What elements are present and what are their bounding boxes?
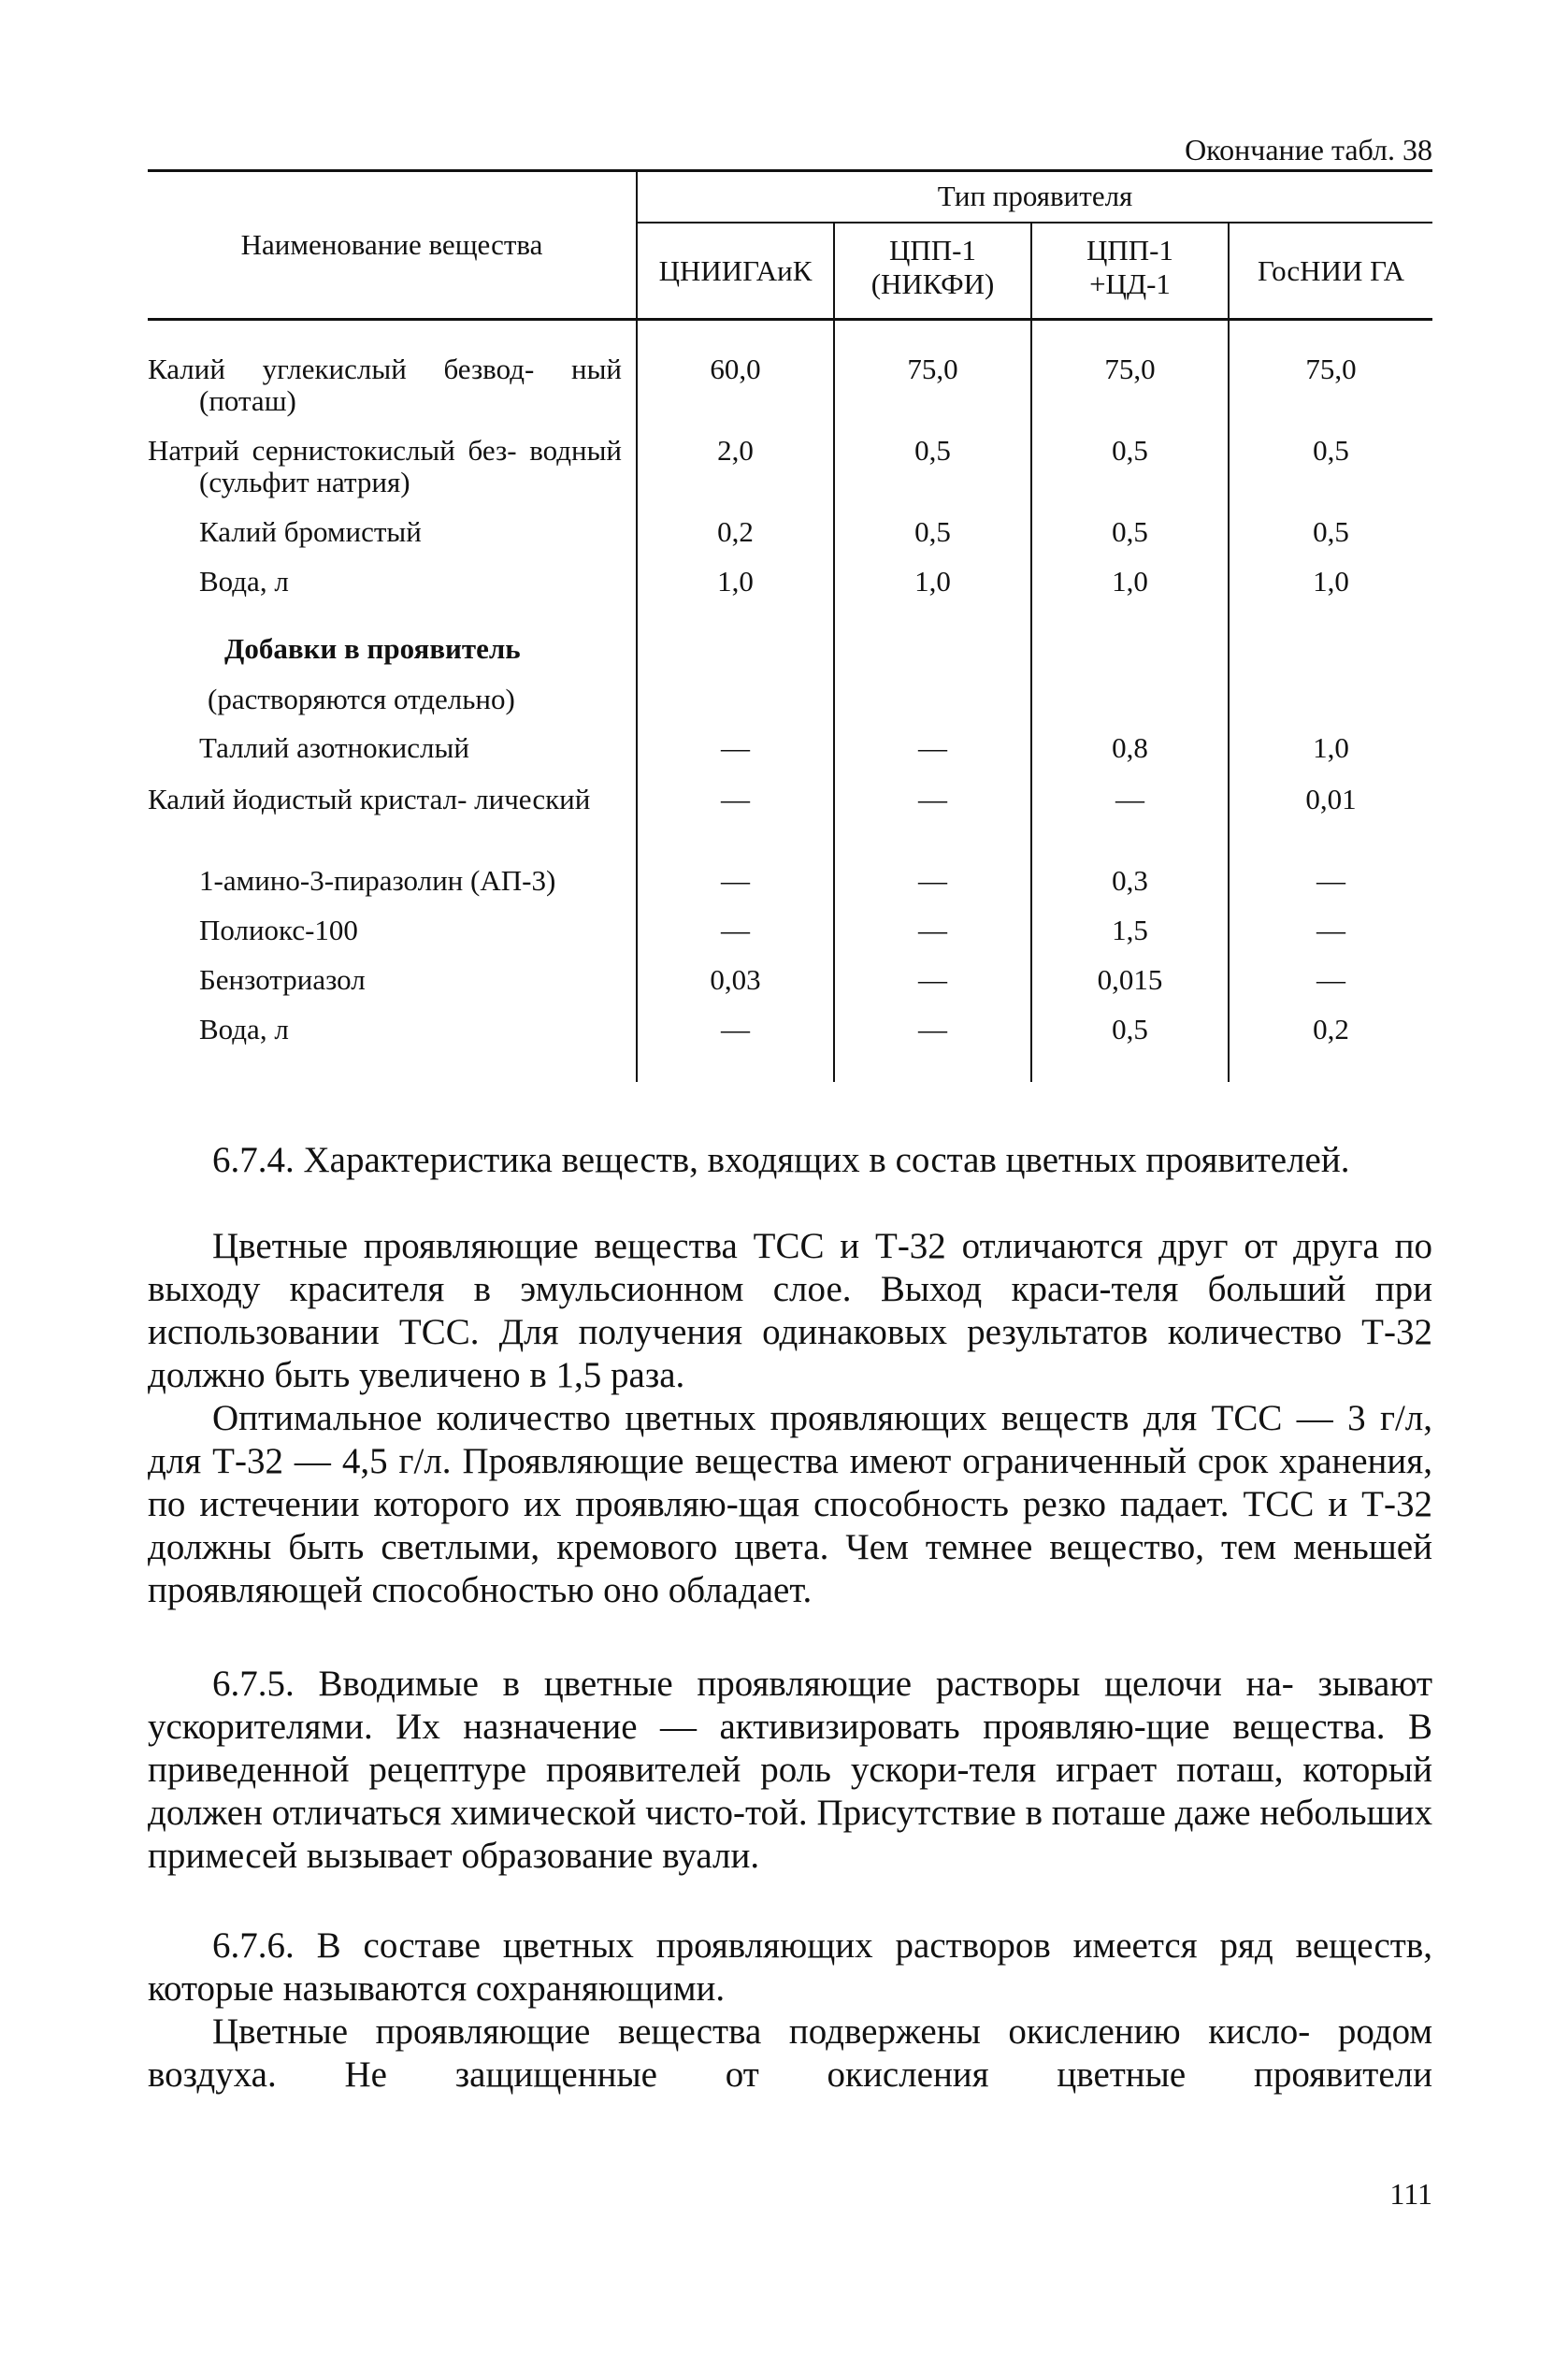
- value-cell: 1,0: [1313, 565, 1349, 598]
- paragraph: 6.7.5. Вводимые в цветные проявляющие растворы щелочи на- зывают ускорителями. Их назначение — активизировать проявляю-щие вещества. В приведенной рецептуре проявителей роль ускори-теля играет поташ, который должен отличаться химической чисто-той. Присутствие в поташе даже небольших примесей вызывает образование вуали.: [148, 1664, 1432, 1876]
- value-cell: 0,015: [1097, 963, 1163, 996]
- value-cell: —: [721, 783, 750, 815]
- value-cell: 0,03: [710, 963, 761, 996]
- value-cell: 75,0: [907, 353, 958, 385]
- value-cell: 0,2: [1313, 1013, 1349, 1045]
- value-cell: 2,0: [717, 434, 754, 467]
- value-cell: 0,2: [717, 515, 754, 548]
- table-top-rule: [148, 169, 1432, 172]
- value-cell: —: [918, 731, 947, 764]
- value-cell: —: [918, 783, 947, 815]
- value-cell: 75,0: [1305, 353, 1357, 385]
- value-cell: 1,0: [1112, 565, 1148, 598]
- value-cell: 60,0: [710, 353, 761, 385]
- paragraph: Цветные проявляющие вещества ТСС и Т-32 отличаются друг от друга по выходу красителя в эмульсионном слое. Выход краси-теля больший при использовании ТСС. Для получения одинаковых результатов количество Т-32 должно быть увеличено в 1,5 раза.: [148, 1226, 1432, 1395]
- value-cell: —: [1316, 963, 1345, 996]
- value-cell: 0,3: [1112, 864, 1148, 897]
- value-cell: —: [721, 864, 750, 897]
- paragraph: 6.7.4. Характеристика веществ, входящих в состав цветных проявителей.: [212, 1140, 1350, 1180]
- value-cell: 0,5: [1112, 1013, 1148, 1045]
- table-caption: Окончание табл. 38: [1185, 133, 1432, 166]
- value-cell: —: [721, 1013, 750, 1045]
- column-header: ЦПП-1 +ЦД-1: [1086, 234, 1173, 300]
- substance-name: Бензотриазол: [199, 963, 366, 996]
- paragraph: 6.7.6. В составе цветных проявляющих растворов имеется ряд веществ, которые называются сохраняющими.: [148, 1925, 1432, 2009]
- column-header: ЦНИИГАиК: [658, 254, 813, 287]
- header-bottom-rule: [148, 318, 1432, 321]
- developer-type-header: Тип проявителя: [937, 180, 1133, 212]
- value-cell: —: [918, 864, 947, 897]
- value-cell: 0,5: [1313, 515, 1349, 548]
- paragraph: Оптимальное количество цветных проявляющих веществ для ТСС — 3 г/л, для Т-32 — 4,5 г/л. Проявляющие вещества имеют ограниченный срок хранения, по истечении которого их проявляю-щая способность резко падает. ТСС и Т-32 должны быть светлыми, кремового цвета. Чем темнее вещество, тем меньшей проявляющей способностью оно обладает.: [148, 1398, 1432, 1610]
- value-cell: —: [918, 963, 947, 996]
- column-divider: [1030, 223, 1032, 1082]
- value-cell: —: [1316, 914, 1345, 946]
- value-cell: 1,0: [717, 565, 754, 598]
- substance-name: 1-амино-3-пиразолин (АП-3): [199, 864, 556, 897]
- column-divider: [1228, 223, 1230, 1082]
- substance-name: Таллий азотнокислый: [199, 731, 469, 764]
- column-header: ГосНИИ ГА: [1257, 254, 1405, 287]
- header-group-rule: [637, 222, 1432, 223]
- value-cell: —: [1115, 783, 1144, 815]
- column-header: ЦПП-1 (НИКФИ): [870, 234, 995, 300]
- substance-name: Калий бромистый: [199, 515, 422, 548]
- value-cell: 0,5: [1112, 515, 1148, 548]
- value-cell: 1,0: [914, 565, 951, 598]
- value-cell: —: [721, 731, 750, 764]
- value-cell: 0,5: [914, 515, 951, 548]
- value-cell: 75,0: [1104, 353, 1156, 385]
- paragraph: Цветные проявляющие вещества подвержены окислению кисло- родом воздуха. Не защищенные от окисления цветные проявители: [148, 2011, 1433, 2095]
- value-cell: 0,5: [914, 434, 951, 467]
- substance-name: Вода, л: [199, 565, 289, 598]
- substance-name: Вода, л: [199, 1013, 289, 1045]
- value-cell: —: [918, 914, 947, 946]
- value-cell: 0,5: [1313, 434, 1349, 467]
- substance-name: Калий углекислый безвод- ный (поташ): [148, 353, 623, 417]
- value-cell: 0,01: [1305, 783, 1357, 815]
- value-cell: 0,5: [1112, 434, 1148, 467]
- value-cell: —: [918, 1013, 947, 1045]
- page-number: 111: [1389, 2177, 1432, 2211]
- section-title: Добавки в проявитель: [224, 632, 521, 665]
- value-cell: 0,8: [1112, 731, 1148, 764]
- substance-name: Калий йодистый кристал- лический: [148, 783, 591, 815]
- value-cell: —: [721, 914, 750, 946]
- section-subtitle: (растворяются отдельно): [208, 683, 515, 715]
- value-cell: 1,5: [1112, 914, 1148, 946]
- column-divider: [833, 223, 835, 1082]
- value-cell: 1,0: [1313, 731, 1349, 764]
- substance-name: Натрий сернистокислый без- водный (сульфит натрия): [148, 434, 623, 498]
- name-column-header: Наименование вещества: [240, 228, 543, 261]
- value-cell: —: [1316, 864, 1345, 897]
- substance-name: Полиокс-100: [199, 914, 358, 946]
